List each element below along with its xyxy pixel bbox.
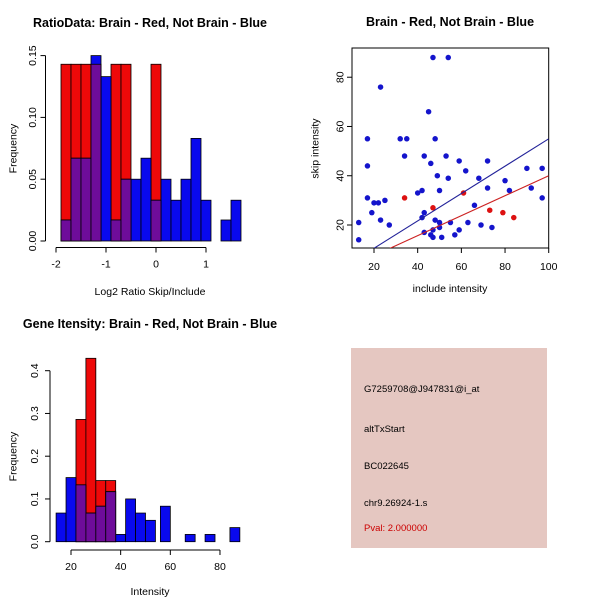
scatter-point	[432, 136, 438, 142]
scatter-ylabel: skip intensity	[309, 117, 322, 179]
scatter-point	[485, 185, 491, 191]
hist-bar	[91, 64, 101, 241]
scatter-point	[511, 215, 517, 221]
gene-hist-title: Gene Itensity: Brain - Red, Not Brain - Blue	[22, 317, 278, 331]
hist-bar	[231, 200, 241, 241]
scatter-point	[502, 178, 508, 184]
scatter-xlabel: include intensity	[412, 283, 488, 295]
scatter-point	[485, 158, 491, 164]
x-tick-label: 20	[65, 561, 77, 573]
x-tick-label: 60	[455, 261, 468, 273]
x-tick-label: 20	[368, 261, 380, 273]
x-tick-label: 1	[203, 258, 209, 271]
x-tick-label: 100	[539, 261, 558, 273]
scatter-point	[378, 84, 384, 90]
hist-bar	[101, 77, 111, 241]
scatter-point	[430, 55, 436, 61]
gene-hist-ylabel: Frequency	[7, 431, 20, 481]
hist-bar	[116, 534, 126, 541]
scatter-point	[476, 175, 482, 181]
hist-bar	[86, 513, 96, 542]
scatter-point	[487, 207, 493, 213]
pval-text: Pval: 2.000000	[364, 523, 428, 534]
scatter-point	[465, 220, 471, 226]
y-tick-label: 0.2	[29, 448, 41, 464]
hist-bar	[76, 485, 86, 542]
y-tick-label: 0.0	[29, 534, 41, 550]
brain-fit-line	[387, 176, 549, 250]
hist-bar	[56, 513, 66, 542]
hist-bar	[145, 520, 155, 541]
hist-bar	[106, 492, 116, 542]
scatter-point	[356, 237, 362, 243]
hist-bar	[71, 158, 81, 241]
scatter-point	[456, 227, 462, 233]
y-tick-label: 0.3	[29, 406, 41, 421]
hist-bar	[201, 200, 211, 241]
x-tick-label: 40	[114, 561, 127, 573]
hist-bar	[111, 64, 121, 241]
scatter-point	[421, 153, 427, 159]
scatter-point	[376, 200, 382, 206]
event-type-text: altTxStart	[364, 424, 405, 435]
scatter-point	[463, 168, 469, 174]
x-tick-label: 60	[164, 561, 177, 573]
scatter-point	[402, 195, 408, 201]
ratio-hist-xlabel: Log2 Ratio Skip/Include	[94, 286, 206, 298]
scatter-point	[500, 210, 506, 216]
scatter-point	[539, 195, 545, 201]
hist-bar	[126, 499, 136, 542]
scatter-point	[472, 203, 478, 209]
y-tick-label: 0.00	[27, 230, 39, 252]
y-tick-label: 80	[334, 71, 347, 84]
hist-bar	[160, 506, 170, 541]
x-tick-label: -2	[51, 258, 61, 271]
scatter-point	[428, 161, 434, 167]
scatter-point	[421, 210, 427, 216]
scatter-point	[365, 195, 371, 201]
hist-bar	[141, 158, 151, 241]
not-brain-fit-line	[372, 139, 549, 250]
x-tick-label: 80	[214, 561, 226, 573]
ratio-hist-ylabel: Frequency	[7, 123, 20, 173]
gene-hist-xlabel: Intensity	[130, 586, 170, 598]
y-tick-label: 0.05	[27, 168, 39, 190]
hist-bar	[136, 513, 146, 542]
x-tick-label: 40	[411, 261, 424, 273]
scatter-point	[369, 210, 375, 216]
hist-bar	[185, 534, 195, 541]
hist-bar	[181, 179, 191, 241]
scatter-point	[428, 232, 434, 238]
scatter-point	[356, 220, 362, 226]
scatter-point	[426, 109, 432, 115]
scatter-point	[365, 136, 371, 142]
scatter-point	[437, 188, 443, 194]
scatter-point	[435, 173, 441, 179]
probe-id-text: G7259708@J947831@i_at	[364, 384, 480, 395]
scatter-title: Brain - Red, Not Brain - Blue	[365, 15, 535, 29]
scatter-point	[439, 235, 445, 241]
hist-bar	[171, 200, 181, 241]
hist-bar	[81, 158, 91, 241]
gene-itensity-brain-red-not-brain-bluepanel	[29, 358, 240, 573]
y-tick-label: 60	[334, 120, 347, 133]
scatter-point	[397, 136, 403, 142]
scatter-point	[365, 163, 371, 169]
scatter-point	[489, 225, 495, 231]
hist-bar	[151, 200, 161, 241]
scatter-point	[443, 153, 449, 159]
scatter-point	[382, 198, 388, 204]
locus-text: chr9.26924-1.s	[364, 498, 428, 509]
gene-info-box	[351, 348, 547, 548]
scatter-point	[387, 222, 393, 228]
y-tick-label: 0.4	[29, 363, 41, 379]
hist-bar	[61, 64, 71, 241]
x-tick-label: 80	[499, 261, 511, 273]
hist-bar	[230, 528, 240, 542]
hist-bar	[111, 220, 121, 241]
scatter-point	[452, 232, 458, 238]
scatter-point	[378, 217, 384, 223]
hist-bar	[191, 138, 201, 241]
y-tick-label: 20	[334, 219, 347, 231]
y-tick-label: 0.10	[27, 107, 39, 128]
scatter-point	[539, 166, 545, 172]
hist-bar	[61, 220, 71, 241]
ratio-hist-title: RatioData: Brain - Red, Not Brain - Blue	[32, 16, 268, 30]
x-tick-label: -1	[101, 258, 111, 271]
ratiodata-brain-red-not-brain-bluepanel	[27, 45, 241, 270]
scatter-point	[402, 153, 408, 159]
y-tick-label: 0.1	[29, 491, 41, 507]
scatter-panel	[335, 48, 558, 273]
accession-text: BC022645	[364, 461, 409, 472]
scatter-point	[404, 136, 410, 142]
scatter-point	[478, 222, 484, 228]
hist-bar	[121, 179, 131, 241]
y-tick-label: 0.15	[27, 45, 39, 66]
hist-bar	[66, 478, 76, 542]
scatter-point	[528, 185, 534, 191]
hist-bar	[221, 220, 231, 241]
scatter-point	[456, 158, 462, 164]
x-tick-label: 0	[153, 258, 159, 271]
scatter-point	[524, 166, 530, 172]
hist-bar	[131, 179, 141, 241]
y-tick-label: 40	[334, 169, 347, 182]
scatter-point	[446, 175, 452, 181]
scatter-point	[419, 188, 425, 194]
hist-bar	[96, 506, 106, 541]
scatter-point	[446, 55, 452, 61]
hist-bar	[205, 534, 215, 541]
hist-bar	[161, 179, 171, 241]
